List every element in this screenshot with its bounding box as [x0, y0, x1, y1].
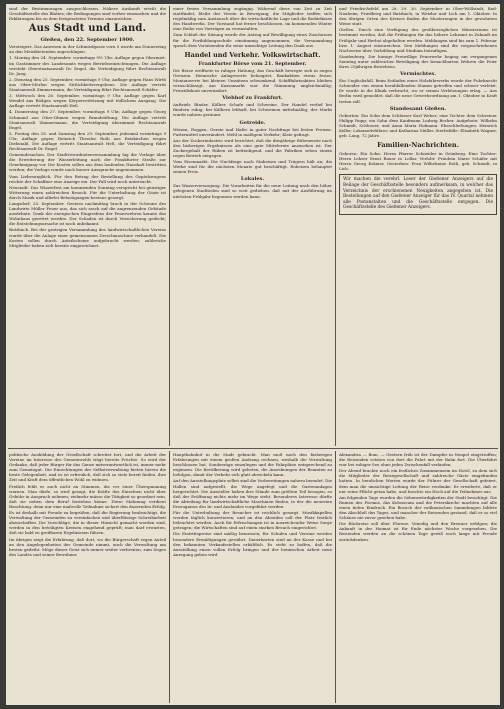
article-paragraph: und Friedrichsfeld am 28. 29. 30. September in Ober-Wöllstadt, Bad-Nauheim, Friedberg und Butzbach; in Wetzlar und Lich am 1. Oktober. In den übrigen Orten des Kreises finden die Musterungen in der gewohnten Weise statt.: [339, 6, 497, 27]
family-news-heading: Familien-Nachrichten.: [377, 141, 459, 150]
column-top-right: [339, 6, 497, 446]
market-report-title: Frankfurter Börse vom 21. September.: [198, 60, 307, 67]
column-bottom-right: [339, 452, 497, 703]
column-rule: [169, 451, 170, 703]
feuilleton-paragraph: Die Rückreise soll über Florenz, Venedig und den Brenner erfolgen; die Ankunft in der Heimat ist für Ende nächster Woche vorgesehen. Die Reisenden werden an die schönen Tage gewiß noch lange mit Freude zurückdenken.: [339, 521, 497, 542]
feuilleton-paragraph: Es ist deshalb mit Freude zu begrüßen, daß die Regierung beabsichtigt, die Verwaltung der Gemeinden zu vereinfachen und überflüssige Schreibarbeit abzuschaffen. Die Vorschläge, die in dieser Hinsicht gemacht worden sind, werden in den beteiligten Kreisen eingehend geprüft; man darf erwarten, daß sie bald zu greifbaren Ergebnissen führen.: [9, 510, 166, 536]
article-paragraph: 1. Montag den 24. September, vormittags 9½ Uhr, Auflage gegen Obermiet, im Gastzimmer des Landesamts wegen Betriebseinrichtungen. Die Auflage versteht Oberstaatsanwalt Dr. Engel, die Verteidigung führt Rechtsanwalt Dr. Jung.: [9, 55, 166, 76]
feuilleton-paragraph: Hauptbahnhof in die Stadt gebracht. Man muß nach den bisherigen Erfahrungen mit einem großen Andrang rechnen, weshalb die Verwaltung beschlossen hat, Sonderzüge einzulegen und die Fahrpläne entsprechend zu ergänzen. Die Bevölkerung wird gebeten, die Anordnungen der Beamten zu befolgen, damit der Verkehr sich glatt abwickeln kann.: [173, 452, 332, 478]
section-rule: [8, 448, 498, 449]
feuilleton-paragraph: Am folgenden Tage wurden die Sehenswürdigkeiten der Stadt besichtigt. Die Ruinen des Forums, das Kolosseum und die Peterskirche machten auf alle einen tiefen Eindruck. Ein Besuch der vatikanischen Sammlungen bildete den Abschluß des Tages, und mancher der Reisenden gestand, daß er so viel Schönes nie zuvor gesehen habe.: [339, 494, 497, 521]
feuilleton-paragraph: Die Eintrittspreise sind mäßig bemessen; für Schulen und Vereine werden besondere Ermäßigungen gewährt. Dauerkarten sind an der Kasse und bei den bekannten Verkaufsstellen erhältlich. Es steht zu hoffen, daß die Ausstellung einen vollen Erfolg bringen und der heimischen Arbeit neue Anregung geben wird.: [173, 531, 332, 557]
grain-market-text: Weizen, Roggen, Gerste und Hafer in guter Nachfrage bei festen Preisen. Futtermittel unverändert. Mehl in mäßigem Verkehr; Kleie gefragt.: [173, 126, 332, 137]
column-bottom-middle: [173, 452, 332, 703]
article-paragraph: Gießen. Durch eine Verfügung des großherzoglichen Ministeriums ist bestimmt worden, daß die Prüfungen für das höhere Lehramt in Zukunft im Frühjahr und Herbst abgehalten werden. Meldungen sind bis zum 1. Februar bzw. 1. August einzureichen. Den Meldungen sind die vorgeschriebenen Nachweise über Vorbildung und Studium beizufügen.: [339, 27, 497, 53]
dateline: Gießen, den 22. September 1900.: [40, 37, 135, 44]
cattle-market-text: Auftrieb: Rinder, Kälber, Schafe und Schweine. Der Handel verlief bei Rindern ruhig, bei Kälbern lebhaft, bei Schweinen mittelmäßig; der Markt wurde nahezu geräumt.: [173, 102, 332, 118]
misc-subheading: Vermischtes.: [400, 71, 436, 78]
newspaper-page: [6, 4, 500, 705]
column-top-left: [9, 6, 166, 446]
article-paragraph: einer freien Versammlung zugängig. Während diese von Zeit zu Zeit stattfindet, bleibt der Verein in Bewegung; die Mitglieder treffen sich regelmäßig zum Austausch über die wirtschaftliche Lage und die Bedürfnisse des Handwerks. Der Vorstand hat ferner beschlossen, im kommenden Winter eine Reihe von Vorträgen zu veranstalten.: [173, 6, 332, 32]
article-paragraph: Vom Eisenmarkt. Die Nachfrage nach Stabeisen und Trägern hält an; die Werke sind für die nächsten Monate gut beschäftigt. Roheisen behauptet seinen Preis.: [173, 159, 332, 175]
feuilleton-paragraph: Auf den Ausstellungsplatz selbst sind die Vorbereitungen nahezu beendet. Die Hallen sind aufgestellt, die Wege angelegt und die Gartenanlagen hergerichtet. Die Aussteller haben ihre Stände zum größten Teil bezogen, so daß der Eröffnung nichts mehr im Wege steht. Besonderes Interesse dürfte die Abteilung für landwirtschaftliche Maschinen finden, in der die neuesten Erzeugnisse des In- und Auslandes vorgeführt werden.: [173, 478, 332, 509]
feuilleton-paragraph: Im übrigen zeigt die Erfahrung, daß dort, wo die Bürgerschaft regen Anteil an den Angelegenheiten der Gemeinde nimmt, auch die Verwaltung am besten gedeiht. Möge dieser Geist sich immer weiter verbreiten, zum Segen des Landes und seiner Bewohner.: [9, 536, 166, 557]
grain-market-title: Getreide.: [239, 119, 266, 126]
article-paragraph: Vom Liebesunglück. Für den Betrag der Bestellung des Gepäckwagens reichte der Schaffner eine Anzeige ein. Der Fall wird noch untersucht.: [9, 173, 166, 184]
article-paragraph: Zur Wasserversorgung. Die Vorarbeiten für die neue Leitung nach den höher gelegenen Stadtteilen sind so weit gediehen, daß mit der Ausführung im nächsten Frühjahr begonnen werden kann.: [173, 183, 332, 199]
market-report-text: Die Börse eröffnete in ruhiger Haltung; das Geschäft bewegte sich in engen Grenzen. Heimische Anlagewerte behauptet, Bankaktien etwas fester, Montanwerte bei kleinen Umsätzen schwankend. Schifffahrtsaktien blieben vernachlässigt. Am Kassamarkt war die Stimmung ungleichmäßig; Privatdiskont unverändert.: [173, 67, 332, 94]
article-paragraph: Staufenberg. Die hiesige Freiwillige Feuerwehr beging am vergangenen Sonntag unter zahlreicher Beteiligung der benachbarten Wehren die Feier ihres 25jährigen Bestehens.: [339, 53, 497, 70]
article-paragraph: Zum Schluß der Sitzung wurde der Antrag auf Bewilligung eines Zuschusses für die Fortbildungsschule einstimmig angenommen; die Versammlung sprach dem Vorsitzenden für seine umsichtige Leitung den Dank aus.: [173, 32, 332, 48]
column-rule: [169, 6, 170, 446]
article-paragraph: 3. Mittwoch den 26. September, vormittags 9 Uhr, Auflage gegen Karl Wendel aus Rödgen wegen Körperverletzung mit tödlichem Ausgang. Die Auflage vertritt Staatsanwalt Heß.: [9, 93, 166, 109]
article-paragraph: Versteigert. Das Anwesen in der Schmiedgasse vorn 5 wurde am Donnerstag an den Meistbietenden zugeschlagen.: [9, 44, 166, 55]
family-news-text: Geboren: Ein Sohn: Herrn Pfarrer Schneider in Grünberg. Eine Tochter: Herrn Lehrer Ernst Bauer in Lollar. Verlobt: Fräulein Marie Schäfer mit Herrn Georg Krämer. Gestorben: Frau Wilhelmine Roth, geb. Schmidt, in Lich.: [339, 151, 497, 172]
column-top-middle: [173, 6, 332, 446]
civil-registry-subheading: Standesamt Gießen.: [389, 105, 447, 112]
local-subheading: Lokales.: [240, 176, 265, 183]
feuilleton-paragraph: Freilich fehlt es auch nicht an Stimmen, die vor einer Überspannung warnen. Man dürfe, so wird gesagt, die Kräfte des Einzelnen nicht über Gebühr in Anspruch nehmen; vielmehr müsse die Tätigkeit so geordnet sein, daß sie neben dem Beruf bestehen könne. Diese Mahnung verdient Beachtung, denn nur eine maßvolle Teilnahme sichert den dauernden Erfolg.: [9, 483, 166, 509]
cattle-market-title: Viehhof zu Frankfurt.: [222, 95, 283, 102]
article-paragraph: 4. Donnerstag den 27. September, vormittags 9 Uhr, Auflage gegen Georg Schmand aus Ober-Ohmen wegen Brandstiftung. Die Auflage vertritt Staatsanwalt Zimmermann, die Verteidigung übernimmt Rechtsanwalt Engel.: [9, 109, 166, 130]
feuilleton-paragraph: Für die Unterhaltung der Besucher ist reichlich gesorgt. Musikkapellen werden täglich konzertieren, und an den Abenden soll der Platz festlich beleuchtet werden. Auch für Erfrischungen ist in ausreichender Weise Sorge getragen; die Wirtschaften sind auf einen starken Besuch eingerichtet.: [173, 510, 332, 531]
article-paragraph: Neustadt. Das Winzerfest am kommenden Sonntag verspricht bei günstiger Witterung einen zahlreichen Besuch. Für die Unterhaltung der Gäste ist durch Musik und allerlei Belustigungen bestens gesorgt.: [9, 184, 166, 200]
civil-registry-text: Geburten: Ein Sohn dem Schlosser Karl Weber; eine Tochter dem Schreiner Philipp Rupp; ein Sohn dem Kaufmann Ludwig Becker. Aufgebote: Wilhelm Schmidt, Schlosser, und Anna Maria Hofmann. Eheschließungen: Heinrich Keller, Lokomotivführer, und Katharina Müller. Sterbefälle: Elisabeth Wagner, geb. Lang, 72 Jahre.: [339, 112, 497, 138]
subscription-notice-box: [339, 174, 497, 215]
article-paragraph: 5. Freitag den 28. und Samstag den 29. September, jedesmal vormittags 9 Uhr, Auflage gegen Heinrich Theodor Roth aus Reiskirchen wegen Diebstahl. Die Auflage vertritt Staatsanwalt Heß, die Verteidigung führt Rechtsanwalt Dr. Engel.: [9, 130, 166, 152]
article-paragraph: Butzbach. Bei der gestrigen Versammlung des landwirtschaftlichen Vereins wurde über die Anlage einer gemeinsamen Dreschmaschine verhandelt. Die Kosten sollen durch Anteilscheine aufgebracht werden; zahlreiche Mitglieder haben sich bereits eingezeichnet.: [9, 227, 166, 248]
section-heading-local: Aus Stadt und Land.: [28, 23, 147, 35]
subscription-notice-text: Wir machen die verehrl. Leser der Gießener Anzeigers auf die Beilage der Geschäftsstelle besonders aufmerksam, in welcher das Verzeichnis der erschienenen Neuigkeiten angegeben ist. Die Bestellungen auf den Gießener Anzeiger für das IV. Quartal nehmen alle Postanstalten und die Geschäftsstelle entgegen. Die Geschäftsstelle des Gießener Anzeigers.: [343, 177, 493, 211]
feuilleton-paragraph: Der Abend brachte noch ein festliches Zusammensein im Hotel, zu dem sich die Mitglieder der Reisegesellschaft und zahlreiche Gäste eingefunden hatten. In herzlichen Worten wurde der Führer der Gesellschaft gefeiert, dem man die umsichtige Leitung der Reise verdanke. Er erwiderte, daß er nur seine Pflicht getan habe, und brachte ein Hoch auf die Teilnehmer aus.: [339, 468, 497, 494]
column-rule: [335, 6, 336, 446]
column-rule: [335, 451, 336, 703]
article-paragraph: Aus der Zuckerindustrie wird berichtet, daß die diesjährige Rübenernte nach den bisherigen Ergebnissen als eine gute Mittelernte anzusehen ist. Der Zuckergehalt der Rüben ist befriedigend, und die Fabriken sehen einem regen Betrieb entgegen.: [173, 137, 332, 158]
article-paragraph: 2. Dienstag den 25. September, vormittags 9 Uhr, Auflage gegen Hans Wirth aus Ober-Mörlen wegen Sittlichkeitsvergehens. Die Auflage vertritt Staatsanwalt Zimmermann, die Verteidigung führt Rechtsanwalt Schäfer.: [9, 76, 166, 93]
article-paragraph: Langsdorf, 20. September. Gestern nachmittag brach in der Scheune des Landwirts Müller Feuer aus, das sich rasch auf die angrenzenden Gebäude ausdehnte. Dank des energischen Eingreifens der Feuerwehren konnte das Wohnhaus gerettet werden. Der Schaden ist durch Versicherung gedeckt; die Entstehungsursache ist noch unbekannt.: [9, 201, 166, 227]
feuilleton-paragraph: Alexandria — Rom. — Gestern früh ist der Dampfer in Neapel eingetroffen; die Reisenden setzten von dort die Fahrt mit der Bahn fort. Die Überfahrt war bei ruhiger See ohne jeden Zwischenfall verlaufen.: [339, 452, 497, 468]
intro-paragraph: sind der Bestimmungen ausgeschlossen. Nähere Auskunft erteilt die Geschäftsstelle des Blattes; die Bedingungen sind vorher einzusehen und die Erklärungen bis zu dem festgesetzten Termine einzureichen.: [9, 6, 166, 22]
article-paragraph: Ein Unglücksfall. Beim Entladen eines Holzfuhrwerks wurde der Fuhrknecht Schneider von einem herabfallenden Stamm getroffen und schwer verletzt. Er wurde in die Klinik verbracht, wo er seinen Verletzungen erlag. — Aus Berlin wird gemeldet, daß die neue Gewerbeordnung am 1. Oktober in Kraft treten soll.: [339, 78, 497, 104]
column-bottom-left: [9, 452, 166, 703]
feuilleton-paragraph: politische Ausbildung der Gesellschaft schreitet fort, und die Arbeit der Vereine im Interesse des Gemeinwohls trägt bereits Früchte. So wird der Gedanke, daß jeder Bürger für das Ganze mitverantwortlich ist, immer mehr zum Gemeingut. Die Einrichtungen der Selbstverwaltung bieten hierzu die beste Gelegenheit, und es ist erfreulich, daß sich so viele bereit finden, ihre Zeit und Kraft dem öffentlichen Wohl zu widmen.: [9, 452, 166, 483]
article-paragraph: Gemeindesachen. Der Stadtverordnetenversammlung lag die Vorlage über die Erweiterung der Wasserleitung nach der Frankfurter Straße zur Genehmigung vor. Die Kosten sollen aus dem laufenden Haushalt bestritten werden; die Vorlage wurde nach kurzer Aussprache angenommen.: [9, 152, 166, 173]
section-heading-trade: Handel und Verkehr. Volkswirtschaft.: [184, 50, 321, 59]
